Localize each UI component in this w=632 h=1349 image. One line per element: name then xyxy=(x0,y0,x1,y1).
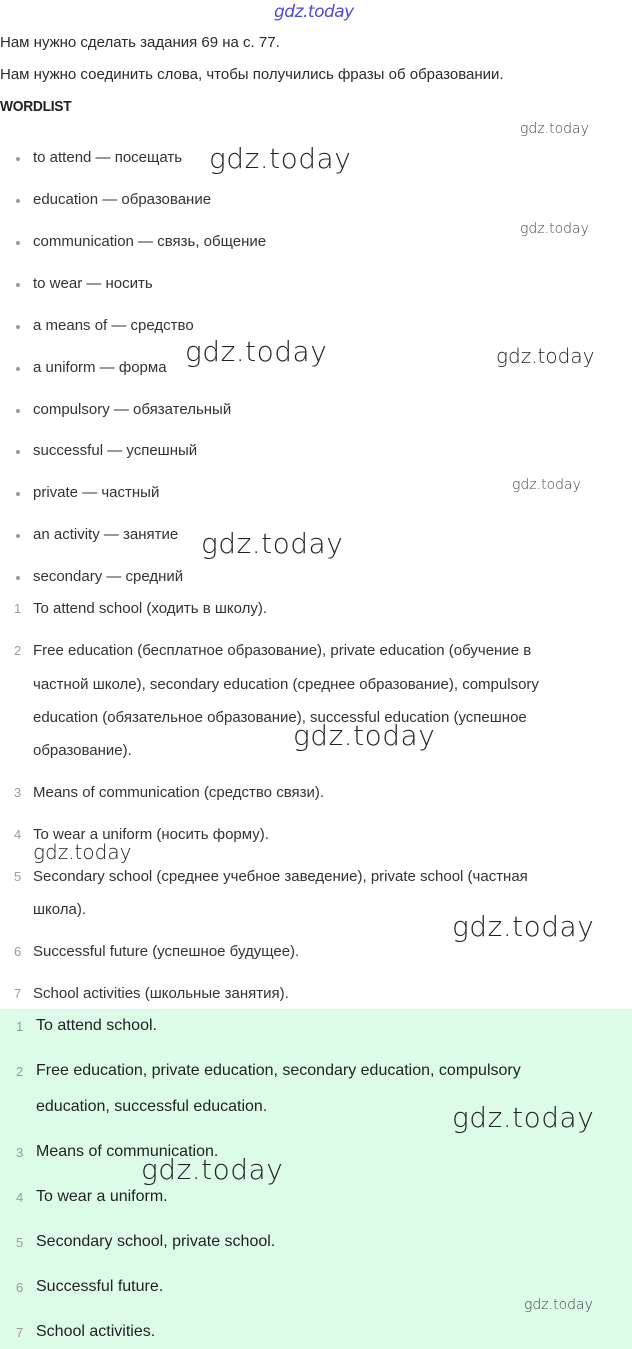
watermark: gdz.today xyxy=(512,477,581,493)
answer-number: 5 xyxy=(14,869,22,884)
answer-line: образование). xyxy=(33,742,132,759)
bullet-icon xyxy=(16,367,20,371)
answer-line: To attend school. xyxy=(36,1017,157,1034)
watermark: gdz.today xyxy=(524,1297,593,1313)
bullet-icon xyxy=(16,283,20,287)
answer-number: 4 xyxy=(16,1190,24,1205)
answer-line: Free education (бесплатное образование), private education (обучение в xyxy=(33,642,532,659)
answer-line: Secondary school (среднее учебное заведение), private school (частная xyxy=(33,868,528,885)
watermark: gdz.today xyxy=(209,142,352,175)
bullet-icon xyxy=(16,199,20,203)
answer-line: Successful future. xyxy=(36,1278,164,1295)
bullet-icon xyxy=(16,492,20,496)
answer-number: 6 xyxy=(14,944,22,959)
answer-line: education (обязательное образование), successful education (успешное xyxy=(33,709,527,726)
answer-line: To attend school (ходить в школу). xyxy=(33,600,268,617)
bullet-icon xyxy=(16,157,20,161)
watermark: gdz.today xyxy=(185,335,328,368)
bullet-icon xyxy=(16,241,20,245)
watermark: gdz.today xyxy=(452,1101,595,1134)
answer-number: 1 xyxy=(14,601,22,616)
answer-line: Successful future (успешное будущее). xyxy=(33,943,300,960)
watermark: gdz.today xyxy=(520,221,589,237)
answer-line: School activities. xyxy=(36,1323,156,1340)
answer-line: Means of communication. xyxy=(36,1143,219,1160)
wordlist-heading: WORDLIST xyxy=(0,98,72,115)
watermark: gdz.today xyxy=(201,527,344,560)
intro-line-1: Нам нужно сделать задания 69 на с. 77. xyxy=(0,34,280,51)
watermark: gdz.today xyxy=(293,719,436,752)
answer-number: 3 xyxy=(14,785,22,800)
bullet-icon xyxy=(16,534,20,538)
answer-line: частной школе), secondary education (среднее образование), compulsory xyxy=(33,676,539,693)
bullet-icon xyxy=(16,576,20,580)
answer-number: 7 xyxy=(14,986,22,1001)
answer-number: 2 xyxy=(16,1064,24,1079)
watermark: gdz.today xyxy=(452,910,595,943)
watermark: gdz.today xyxy=(141,1153,284,1186)
answer-number: 3 xyxy=(16,1145,24,1160)
answer-number: 7 xyxy=(16,1325,24,1340)
site-logo[interactable]: gdz.today xyxy=(274,2,354,22)
bullet-icon xyxy=(16,409,20,413)
bullet-icon xyxy=(16,325,20,329)
answer-line: Means of communication (средство связи). xyxy=(33,784,325,801)
answer-number: 5 xyxy=(16,1235,24,1250)
answer-number: 6 xyxy=(16,1280,24,1295)
answer-number: 4 xyxy=(14,827,22,842)
answer-number: 1 xyxy=(16,1019,24,1034)
answer-number: 2 xyxy=(14,643,22,658)
answer-line: школа). xyxy=(33,901,87,918)
bullet-icon xyxy=(16,450,20,454)
intro-line-2: Нам нужно соединить слова, чтобы получились фразы об образовании. xyxy=(0,66,504,83)
watermark: gdz.today xyxy=(520,121,589,137)
answer-line: Free education, private education, secondary education, compulsory xyxy=(36,1062,521,1079)
answer-line: To wear a uniform. xyxy=(36,1188,168,1205)
watermark: gdz.today xyxy=(33,840,132,864)
answer-line: Secondary school, private school. xyxy=(36,1233,276,1250)
answer-line: education, successful education. xyxy=(36,1098,268,1115)
answer-line: School activities (школьные занятия). xyxy=(33,985,289,1002)
answer-line: To wear a uniform (носить форму). xyxy=(33,826,269,843)
watermark: gdz.today xyxy=(496,344,595,368)
